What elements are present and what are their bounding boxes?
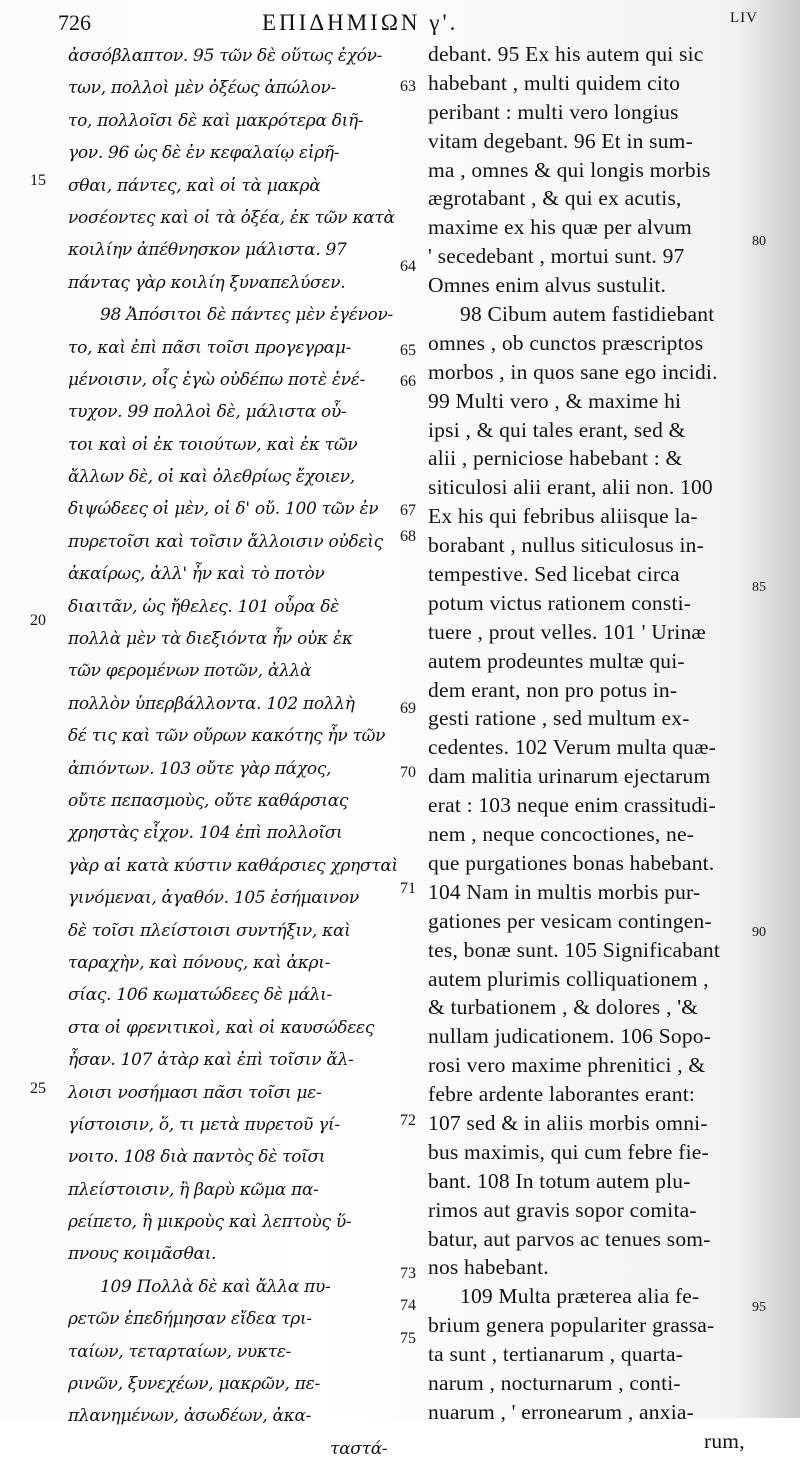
latin-line: autem prodeuntes multæ qui- — [428, 648, 685, 673]
left-margin-line-number: 25 — [30, 1080, 46, 1097]
greek-line: 98 Ἀπόσιτοι δὲ πάντες μὲν ἐγένον- — [100, 305, 393, 326]
middle-margin-number: 72 — [400, 1112, 416, 1129]
greek-line: των, πολλοὶ μὲν ὀξέως ἀπώλον- — [68, 78, 336, 99]
latin-line: cedentes. 102 Verum multa quæ- — [428, 735, 717, 760]
middle-margin-number: 65 — [400, 342, 416, 359]
running-title: ΕΠΙΔΗΜΙΩΝ γ'. — [262, 10, 459, 35]
latin-line: 98 Cibum autem fastidiebant — [460, 302, 715, 327]
latin-line: debant. 95 Ex his autem qui sic — [428, 42, 704, 66]
greek-line: λοισι νοσήμασι πᾶσι τοῖσι με- — [68, 1082, 322, 1103]
middle-margin-number: 73 — [400, 1265, 416, 1282]
latin-line: alii , perniciose habebant : & — [428, 446, 683, 471]
latin-line: nullam judicationem. 106 Sopo- — [428, 1024, 712, 1049]
latin-line: nem , neque concoctiones, ne- — [428, 822, 695, 847]
latin-line: ægrotabant , & qui ex acutis, — [428, 186, 682, 211]
latin-line: & turbationem , & dolores , '& — [428, 995, 699, 1020]
middle-margin-number: 74 — [400, 1297, 416, 1314]
latin-line: tempestive. Sed licebat circa — [428, 562, 680, 587]
greek-line: ἀσσόβλαπτον. 95 τῶν δὲ οὕτως ἐχόν- — [68, 46, 383, 66]
greek-line: πολλὰ μὲν τὰ διεξιόντα ἦν οὐκ ἐκ — [68, 629, 353, 650]
greek-line: πάντας γὰρ κοιλίη ξυναπελύσεν. — [68, 272, 346, 293]
latin-line: febre ardente laborantes erant: — [428, 1082, 696, 1107]
greek-line: γινόμεναι, ἀγαθόν. 105 ἐσήμαινον — [68, 888, 359, 909]
greek-line: ρείπετο, ἢ μικροὺς καὶ λεπτοὺς ὕ- — [68, 1212, 352, 1233]
latin-line: erat : 103 neque enim crassitudi- — [428, 793, 716, 818]
latin-line: habebant , multi quidem cito — [428, 70, 681, 95]
middle-margin-number: 71 — [400, 880, 416, 897]
greek-line: ἦσαν. 107 ἀτὰρ καὶ ἐπὶ τοῖσιν ἄλ- — [68, 1050, 354, 1071]
latin-line: dam malitia urinarum ejectarum — [428, 764, 711, 789]
greek-line: ἀπιόντων. 103 οὔτε γὰρ πάχος, — [68, 758, 332, 779]
latin-line: potum victus rationem consti- — [428, 590, 692, 615]
right-margin-line-number: 85 — [752, 580, 766, 595]
greek-line: τυχον. 99 πολλοὶ δὲ, μάλιστα οὗ- — [68, 402, 347, 423]
greek-line: γὰρ αἱ κατὰ κύστιν καθάρσιες χρησταὶ — [68, 855, 398, 876]
latin-line: que purgationes bonas habebant. — [428, 850, 715, 875]
greek-line: τῶν φερομένων ποτῶν, ἀλλὰ — [68, 661, 312, 682]
latin-line: bus maximis, qui cum febre fie- — [428, 1139, 709, 1164]
greek-line: πυρετοῖσι καὶ τοῖσιν ἄλλοισιν οὐδεὶς — [68, 531, 383, 552]
greek-line: διψώδεες οἱ μὲν, οἱ δ' οὔ. 100 τῶν ἐν — [68, 499, 379, 520]
middle-margin-number: 69 — [400, 700, 416, 717]
greek-line: πλείστοισιν, ἢ βαρὺ κῶμα πα- — [68, 1179, 319, 1200]
latin-line: morbos , in quos sane ego incidi. — [428, 359, 718, 384]
latin-line: nuarum , ' erronearum , anxia- — [428, 1399, 694, 1424]
latin-column — [428, 40, 758, 1456]
latin-line: vitam degebant. 96 Et in sum- — [428, 128, 693, 153]
left-margin-line-number: 20 — [30, 612, 46, 629]
greek-line: ταίων, τεταρταίων, νυκτε- — [68, 1341, 292, 1362]
greek-line: πολλὸν ὑπερβάλλοντα. 102 πολλὴ — [68, 693, 355, 714]
greek-line: ρινῶν, ξυνεχέων, μακρῶν, πε- — [68, 1374, 320, 1395]
greek-line: χρηστὰς εἶχον. 104 ἐπὶ πολλοῖσι — [68, 823, 343, 844]
greek-line: το, πολλοῖσι δὲ καὶ μακρότερα διῆ- — [68, 110, 364, 131]
greek-line: οὔτε πεπασμοὺς, οὔτε καθάρσιας — [68, 790, 349, 811]
latin-line: dem erant, non pro potus in- — [428, 677, 678, 702]
greek-line: ἀκαίρως, ἀλλ' ἦν καὶ τὸ ποτὸν — [68, 564, 325, 585]
middle-margin-number: 66 — [400, 373, 416, 390]
left-margin-line-number: 15 — [30, 172, 46, 189]
greek-line: νοιτο. 108 διὰ παντὸς δὲ τοῖσι — [68, 1147, 326, 1168]
greek-line: το, καὶ ἐπὶ πᾶσι τοῖσι προγεγραμ- — [68, 337, 352, 358]
greek-line: πνους κοιμᾶσθαι. — [68, 1244, 217, 1265]
latin-line: brium genera populariter grassa- — [428, 1313, 715, 1338]
middle-margin-number: 67 — [400, 502, 416, 519]
latin-line: borabant , nullus siticulosus in- — [428, 533, 704, 558]
latin-line: peribant : multi vero longius — [428, 99, 679, 124]
greek-line: 109 Πολλὰ δὲ καὶ ἄλλα πυ- — [100, 1276, 331, 1297]
latin-line: batur, aut parvos ac tenues som- — [428, 1226, 711, 1251]
latin-line: Omnes enim alvus sustulit. — [428, 273, 667, 298]
greek-line: ρετῶν ἐπεδήμησαν εἴδεα τρι- — [68, 1309, 312, 1330]
middle-margin-number: 70 — [400, 764, 416, 781]
latin-line: omnes , ob cunctos præscriptos — [428, 330, 704, 355]
right-margin-line-number: 90 — [752, 925, 766, 940]
latin-line: ta sunt , tertianarum , quarta- — [428, 1342, 684, 1367]
greek-line: πλανημένων, ἀσωδέων, ἀκα- — [68, 1406, 312, 1427]
greek-line: δὲ τοῖσι πλείστοισι συντήξιν, καὶ — [68, 920, 351, 941]
greek-line: τοι καὶ οἱ ἐκ τοιούτων, καὶ ἐκ τῶν — [68, 434, 358, 455]
latin-line: rosi vero maxime phrenitici , & — [428, 1053, 706, 1078]
right-margin-line-number: 80 — [752, 234, 766, 249]
greek-line: νοσέοντες καὶ οἱ τὰ ὀξέα, ἐκ τῶν κατὰ — [68, 207, 395, 228]
greek-line: γίστοισιν, ὅ, τι μετὰ πυρετοῦ γί- — [68, 1114, 340, 1135]
latin-line: Ex his qui febribus aliisque la- — [428, 504, 698, 529]
greek-line: στα οἱ φρενιτικοὶ, καὶ οἱ καυσώδεες — [68, 1017, 375, 1038]
latin-line: bant. 108 In totum autem plu- — [428, 1168, 691, 1193]
latin-line: rum, — [704, 1428, 745, 1453]
latin-line: 109 Multa præterea alia fe- — [460, 1284, 700, 1309]
greek-line: σθαι, πάντες, καὶ οἱ τὰ μακρὰ — [68, 175, 321, 196]
middle-margin-number: 68 — [400, 528, 416, 545]
greek-line: κοιλίην ἀπέθνησκον μάλιστα. 97 — [68, 240, 347, 261]
latin-line: 99 Multi vero , & maxime hi — [428, 388, 682, 413]
latin-line: gesti ratione , sed multum ex- — [428, 706, 690, 731]
latin-line: ' secedebant , mortui sunt. 97 — [428, 244, 685, 269]
greek-line: μένοισιν, οἷς ἐγὼ οὐδέπω ποτὲ ἐνέ- — [68, 369, 366, 390]
latin-line: ipsi , & qui tales erant, sed & — [428, 417, 686, 442]
section-number: LIV — [730, 10, 758, 26]
latin-line: narum , nocturnarum , conti- — [428, 1370, 681, 1395]
latin-line: ma , omnes & qui longis morbis — [428, 157, 711, 182]
latin-line: rimos aut gravis sopor comita- — [428, 1197, 697, 1222]
latin-line: tes, bonæ sunt. 105 Significabant — [428, 937, 721, 962]
page-number: 726 — [58, 10, 91, 35]
middle-margin-number: 63 — [400, 78, 416, 95]
latin-line: autem plurimis colliquationem , — [428, 966, 709, 991]
latin-line: 107 sed & in aliis morbis omni- — [428, 1110, 708, 1135]
greek-line: δέ τις καὶ τῶν οὔρων κακότης ἦν τῶν — [68, 726, 386, 747]
middle-margin-number: 75 — [400, 1330, 416, 1347]
latin-line: siticulosi alii erant, alii non. 100 — [428, 475, 713, 500]
latin-line: maxime ex his quæ per alvum — [428, 215, 692, 240]
right-margin-line-number: 95 — [752, 1300, 766, 1315]
greek-line: ταστά- — [330, 1438, 388, 1459]
latin-line: gationes per vesicam contingen- — [428, 908, 712, 933]
greek-column — [68, 40, 398, 1465]
latin-line: 104 Nam in multis morbis pur- — [428, 879, 701, 904]
greek-line: σίας. 106 κωματώδεες δὲ μάλι- — [68, 985, 332, 1006]
middle-margin-number: 64 — [400, 258, 416, 275]
greek-line: διαιτᾶν, ὡς ἤθελες. 101 οὖρα δὲ — [68, 596, 339, 617]
latin-line: tuere , prout velles. 101 ' Urinæ — [428, 619, 706, 644]
greek-line: ταραχὴν, καὶ πόνους, καὶ ἀκρι- — [68, 952, 331, 973]
latin-line: nos habebant. — [428, 1255, 549, 1280]
greek-line: ἄλλων δὲ, οἱ καὶ ὀλεθρίως ἔχοιεν, — [68, 467, 355, 488]
greek-line: γον. 96 ὡς δὲ ἐν κεφαλαίῳ εἰρῆ- — [68, 143, 340, 164]
